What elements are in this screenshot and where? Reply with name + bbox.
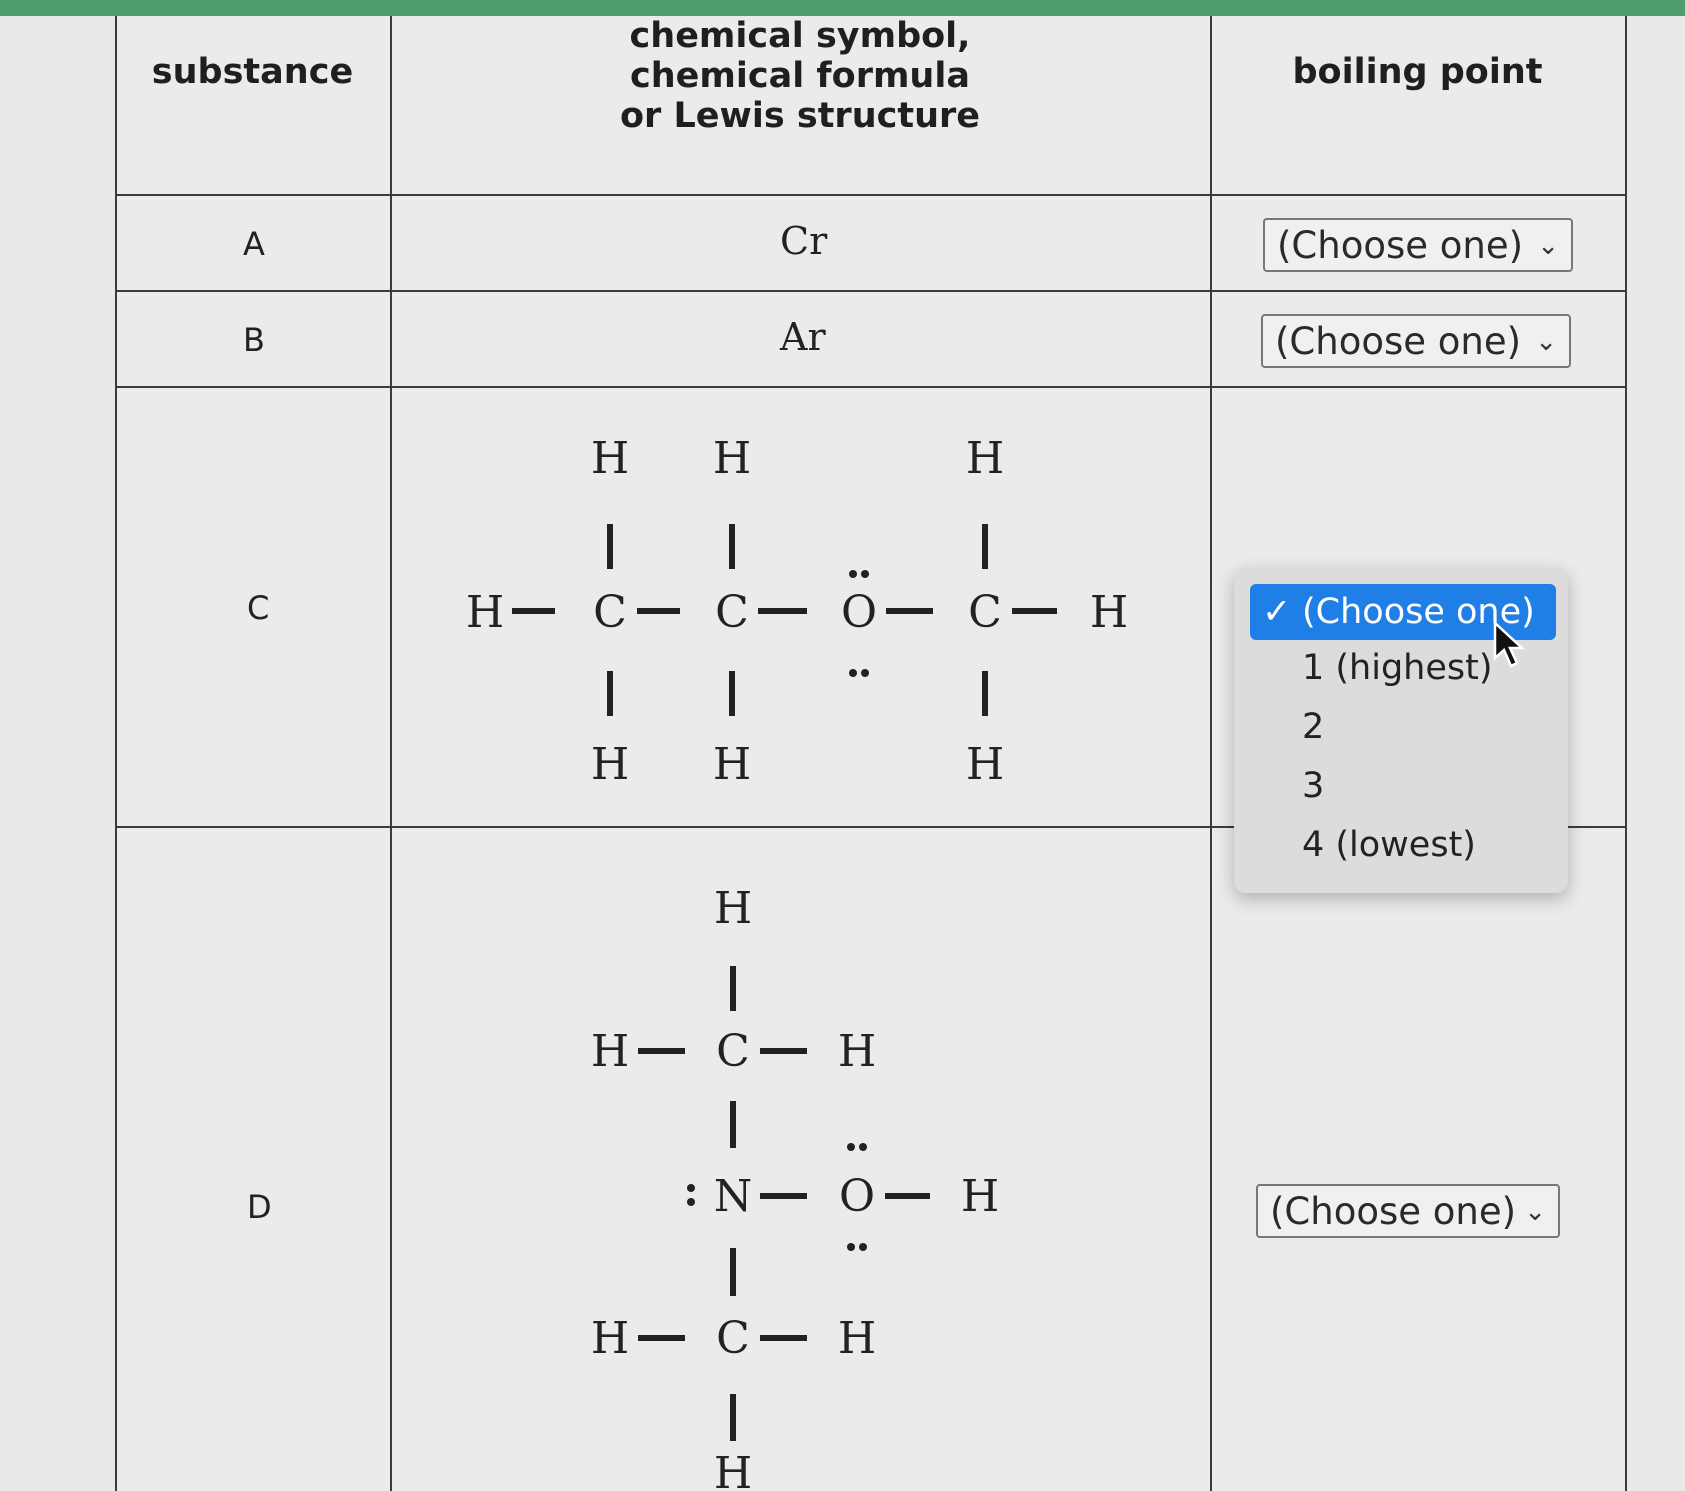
grid-line [390, 16, 392, 1491]
atom: H [590, 433, 630, 484]
lone-pair-dot [861, 669, 869, 677]
select-value: (Choose one) [1270, 1190, 1517, 1233]
atom: C [716, 1026, 750, 1077]
lone-pair-dot [687, 1184, 695, 1192]
atom: C [593, 587, 627, 638]
atom: H [590, 1313, 630, 1364]
atom: H [965, 739, 1005, 790]
row-label-c: C [247, 589, 270, 627]
grid-line [1210, 16, 1212, 1491]
grid-line [115, 386, 1627, 388]
dropdown-option-3[interactable]: 3 [1302, 766, 1325, 806]
atom: H [713, 883, 753, 934]
check-icon: ✓ [1262, 592, 1292, 632]
select-value: (Choose one) [1275, 320, 1522, 363]
header-boiling-point: boiling point [1292, 52, 1543, 92]
atom: H [590, 739, 630, 790]
grid-line [115, 16, 117, 1491]
lone-pair-dot [849, 669, 857, 677]
atom: H [713, 1448, 753, 1491]
formula-a: Cr [780, 219, 828, 263]
lone-pair-dot [687, 1198, 695, 1206]
atom: H [837, 1026, 877, 1077]
row-label-b: B [243, 321, 265, 359]
boiling-point-select-b[interactable] [1261, 314, 1571, 368]
grid-line [115, 290, 1627, 292]
boiling-point-select-d[interactable] [1256, 1184, 1560, 1238]
formula-b: Ar [780, 315, 826, 359]
lone-pair-dot [861, 570, 869, 578]
atom: C [715, 587, 749, 638]
lone-pair-dot [847, 1243, 855, 1251]
lone-pair-dot [847, 1143, 855, 1151]
dropdown-option-1[interactable]: 1 (highest) [1302, 648, 1493, 688]
grid-line [1625, 16, 1627, 1491]
atom: H [590, 1026, 630, 1077]
atom: H [837, 1313, 877, 1364]
boiling-point-select-a[interactable] [1263, 218, 1573, 272]
boiling-point-select-c-menu [1234, 568, 1568, 893]
select-value: (Choose one) [1277, 224, 1524, 267]
dropdown-option-4[interactable]: 4 (lowest) [1302, 825, 1476, 865]
lewis-structure-d [535, 876, 1000, 1491]
chevron-down-icon: ⌄ [1524, 1197, 1546, 1227]
atom: H [1089, 587, 1129, 638]
atom: C [968, 587, 1002, 638]
header-substance: substance [151, 52, 354, 92]
chevron-down-icon: ⌄ [1537, 231, 1559, 261]
lone-pair-dot [859, 1143, 867, 1151]
header-formula-line: chemical symbol, [629, 16, 971, 56]
cursor-arrow-icon [1492, 620, 1526, 672]
header-formula [390, 16, 1210, 136]
top-accent-bar [0, 0, 1685, 16]
atom: O [838, 1171, 876, 1222]
atom: O [840, 587, 878, 638]
atom: H [712, 433, 752, 484]
atom: C [716, 1313, 750, 1364]
atom: H [712, 739, 752, 790]
lone-pair-dot [849, 570, 857, 578]
row-label-a: A [243, 225, 265, 263]
atom: H [960, 1171, 1000, 1222]
header-formula-line: or Lewis structure [619, 96, 980, 136]
header-formula-line: chemical formula [630, 56, 970, 96]
chevron-down-icon: ⌄ [1535, 327, 1557, 357]
option-label: (Choose one) [1302, 592, 1535, 632]
lewis-structure-c [415, 426, 1195, 806]
lone-pair-dot [859, 1243, 867, 1251]
grid-line [115, 194, 1627, 196]
atom: N [713, 1171, 753, 1222]
atom: H [965, 433, 1005, 484]
dropdown-option-2[interactable]: 2 [1302, 707, 1325, 747]
row-label-d: D [247, 1188, 272, 1226]
atom: H [465, 587, 505, 638]
